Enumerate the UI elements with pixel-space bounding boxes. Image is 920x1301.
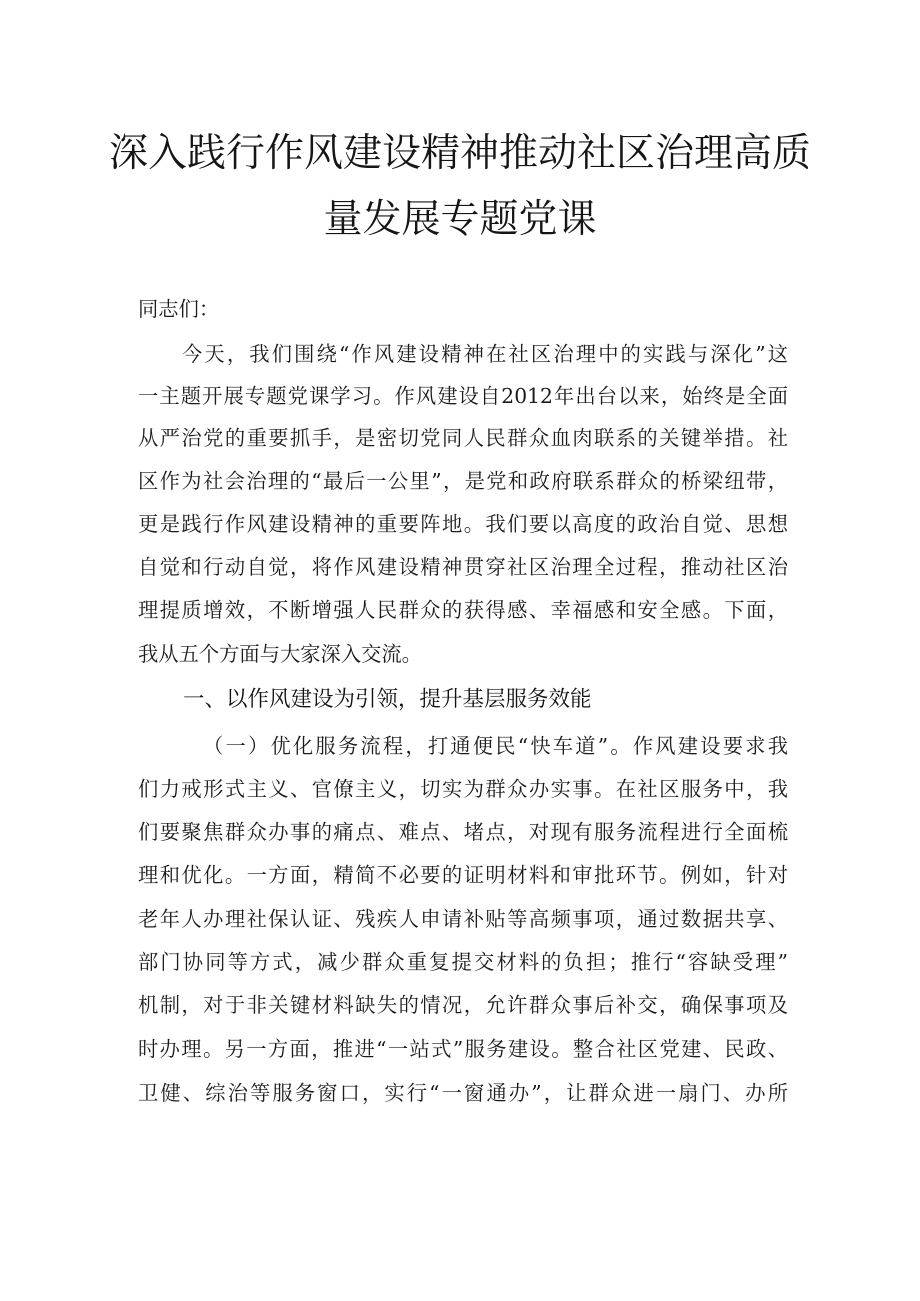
document-title-line-2: 量发展专题党课: [323, 197, 597, 242]
section-paragraph-line: 卫健、综治等服务窗口，实行“一窗通办”，让群众进一扇门、办所: [138, 1081, 788, 1105]
intro-paragraph-line: 从严治党的重要抓手，是密切党同人民群众血肉联系的关键举措。社: [138, 426, 788, 450]
section-heading: 一、以作风建设为引领，提升基层服务效能: [183, 687, 592, 712]
salutation: 同志们：: [138, 297, 220, 321]
section-paragraph-line: 时办理。另一方面，推进“一站式”服务建设。整合社区党建、民政、: [138, 1037, 788, 1061]
intro-paragraph-line: 理提质增效，不断增强人民群众的获得感、幸福感和安全感。下面，: [138, 598, 788, 622]
intro-paragraph-line: 一主题开展专题党课学习。作风建设自2012年出台以来，始终是全面: [138, 384, 788, 408]
intro-paragraph-line: 我从五个方面与大家深入交流。: [138, 642, 422, 666]
section-paragraph-line: 理和优化。一方面，精简不必要的证明材料和审批环节。例如，针对: [138, 863, 788, 887]
intro-paragraph-line: 自觉和行动自觉，将作风建设精神贯穿社区治理全过程，推动社区治: [138, 555, 788, 579]
section-paragraph-line: 机制，对于非关键材料缺失的情况，允许群众事后补交，确保事项及: [138, 993, 788, 1017]
section-paragraph-line: 部门协同等方式，减少群众重复提交材料的负担；推行“容缺受理”: [138, 950, 788, 974]
section-paragraph-line: 们力戒形式主义、官僚主义，切实为群众办实事。在社区服务中，我: [138, 777, 788, 801]
section-paragraph-line: 老年人办理社保认证、残疾人申请补贴等高频事项，通过数据共享、: [138, 907, 788, 931]
intro-paragraph-line: 今天，我们围绕“作风建设精神在社区治理中的实践与深化”这: [182, 342, 788, 366]
section-paragraph-line: （一）优化服务流程，打通便民“快车道”。作风建设要求我: [203, 734, 788, 758]
intro-paragraph-line: 更是践行作风建设精神的重要阵地。我们要以高度的政治自觉、思想: [138, 512, 788, 536]
section-paragraph-line: 们要聚焦群众办事的痛点、难点、堵点，对现有服务流程进行全面梳: [138, 820, 788, 844]
document-title-line-1: 深入践行作风建设精神推动社区治理高质: [108, 131, 811, 176]
intro-paragraph-line: 区作为社会治理的“最后一公里”，是党和政府联系群众的桥梁纽带，: [138, 469, 788, 493]
